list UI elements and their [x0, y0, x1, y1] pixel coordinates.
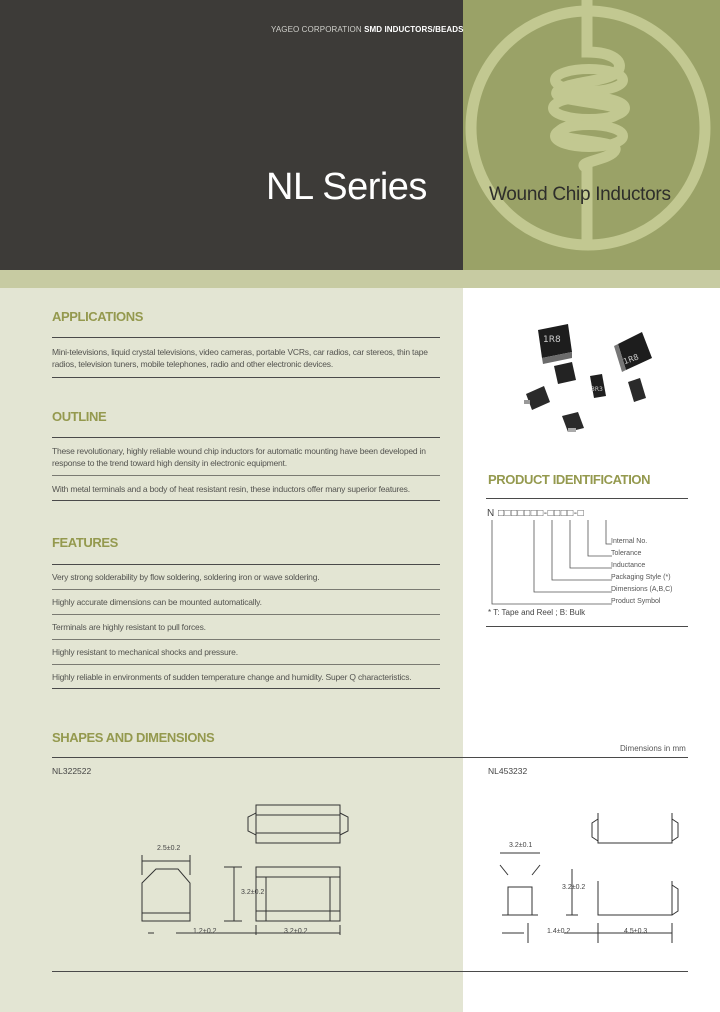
nl322522-drawing — [130, 795, 370, 935]
feature-item: Highly resistant to mechanical shocks and pressure. — [52, 647, 238, 657]
dim-label: 3.2±0.2 — [562, 884, 586, 891]
legend-item: Tolerance — [611, 550, 642, 557]
feature-item: Highly accurate dimensions can be mounted automatically. — [52, 597, 262, 607]
feature-item: Very strong solderability by flow soldering, soldering iron or wave soldering. — [52, 572, 320, 582]
coil-logo-icon — [463, 0, 720, 270]
dim-label: 1.2+0.2 — [193, 928, 217, 935]
applications-title: APPLICATIONS — [52, 309, 144, 324]
legend-item: Dimensions (A,B,C) — [611, 586, 673, 593]
left-model-label: NL322522 — [52, 766, 92, 776]
features-rule — [52, 639, 440, 640]
dim-label: 3.2±0.1 — [509, 842, 533, 849]
product-id-rule-bottom — [486, 626, 688, 627]
chip-large-right — [614, 332, 652, 372]
nl453232-drawing — [488, 795, 688, 945]
unit-note: Dimensions in mm — [620, 744, 686, 753]
feature-item: Highly reliable in environments of sudden temperature change and humidity. Super Q characteristics. — [52, 672, 412, 682]
chip-small — [524, 362, 646, 432]
outline-paragraph-1: These revolutionary, highly reliable wound chip inductors for automatic mounting have been developed in response to the trend toward high density in electronic equipment. — [52, 446, 426, 468]
shapes-rule-bottom — [52, 971, 688, 972]
features-rule — [52, 614, 440, 615]
legend-item: Inductance — [611, 562, 646, 569]
product-identification-title: PRODUCT IDENTIFICATION — [488, 472, 651, 487]
features-rule — [52, 589, 440, 590]
header-logo-panel — [463, 0, 720, 270]
page-subtitle: Wound Chip Inductors — [489, 184, 671, 205]
outline-rule-top — [52, 437, 440, 438]
chip-label: 1R8 — [543, 335, 561, 345]
features-title: FEATURES — [52, 535, 118, 550]
outline-rule-mid — [52, 475, 440, 476]
divider-band — [0, 270, 720, 288]
packaging-note: * T: Tape and Reel ; B: Bulk — [488, 608, 586, 617]
dim-label: 4.5±0.3 — [624, 928, 648, 935]
right-model-label: NL453232 — [488, 766, 528, 776]
features-rule-top — [52, 564, 440, 565]
applications-rule-bottom — [52, 377, 440, 378]
legend-item: Packaging Style (*) — [611, 574, 671, 581]
chip-label: 3R3 — [591, 386, 603, 393]
feature-item: Terminals are highly resistant to pull forces. — [52, 622, 206, 632]
dim-label: 3.2±0.2 — [241, 889, 265, 896]
chip-label: 1R8 — [622, 352, 641, 367]
applications-rule-top — [52, 337, 440, 338]
brand-line — [271, 25, 464, 34]
brand-company: YAGEO CORPORATION — [271, 25, 362, 34]
shapes-rule-top — [52, 757, 688, 758]
outline-title: OUTLINE — [52, 409, 107, 424]
chip-large-left — [538, 324, 572, 364]
page-title: NL Series — [266, 166, 427, 208]
features-rule — [52, 664, 440, 665]
applications-text: Mini-televisions, liquid crystal televisions, video cameras, portable VCRs, car radios, car stereos, thin tape radios, television tuners, mobile telephones, radio and other electronic devices. — [52, 347, 428, 369]
dim-label: 2.5±0.2 — [157, 845, 181, 852]
dim-label: 3.2+0.2 — [284, 928, 308, 935]
outline-paragraph-2: With metal terminals and a body of heat resistant resin, these inductors offer many superior features. — [52, 484, 410, 494]
product-id-rule-top — [486, 498, 688, 499]
legend-item: Internal No. — [611, 538, 648, 545]
shapes-title: SHAPES AND DIMENSIONS — [52, 730, 215, 745]
legend-item: Product Symbol — [611, 598, 661, 605]
features-rule-bottom — [52, 688, 440, 689]
dim-label: 1.4±0.2 — [547, 928, 571, 935]
outline-rule-bottom — [52, 500, 440, 501]
code-leader-lines — [488, 518, 618, 608]
chip-inductors-photo — [510, 316, 680, 446]
brand-category: SMD INDUCTORS/BEADS — [364, 25, 464, 34]
product-code: N □□□□□□□-□□□□-□ — [487, 508, 585, 519]
